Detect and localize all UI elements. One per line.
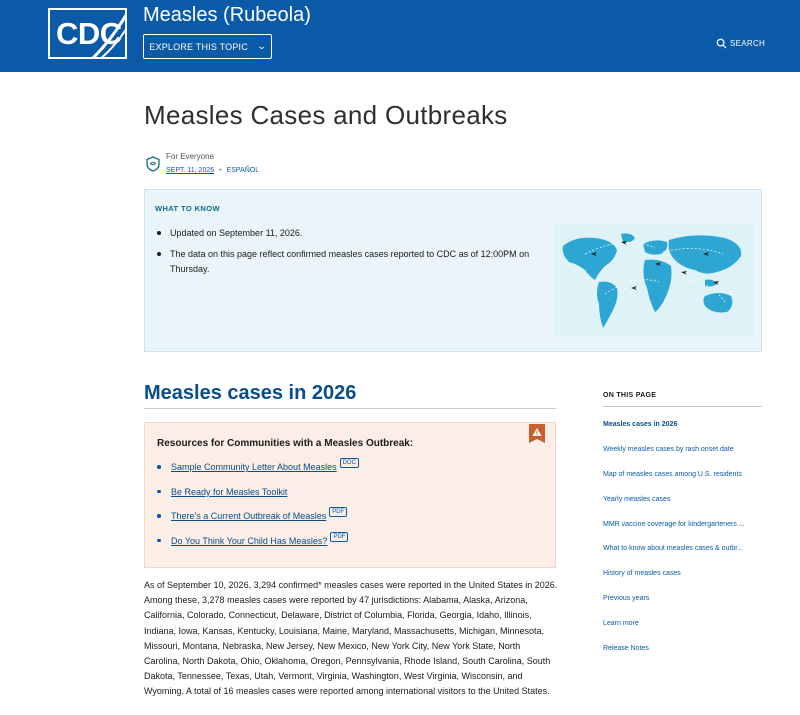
section-heading: Measles cases in 2026: [144, 382, 357, 404]
audience-label: For Everyone: [166, 152, 215, 161]
on-this-page-item[interactable]: Previous years: [603, 595, 650, 603]
list-item: [157, 480, 537, 505]
on-this-page-item[interactable]: Map of measles cases among U.S. residents: [603, 470, 742, 478]
language-link[interactable]: ESPAÑOL: [226, 167, 260, 174]
list-item: The data on this page reflect confirmed measles cases reported to CDC as of 12:00PM on Thursday.: [157, 247, 537, 277]
shield-icon: [146, 156, 160, 172]
explore-topic-button[interactable]: [143, 34, 272, 59]
page-title: Measles Cases and Outbreaks: [144, 100, 508, 130]
explore-topic-label: EXPLORE THIS TOPIC: [149, 41, 248, 52]
on-this-page-divider: [603, 406, 762, 407]
publish-date-link[interactable]: SEPT. 11, 2026: [166, 167, 215, 174]
on-this-page-nav: [603, 412, 763, 661]
section-divider: [144, 408, 556, 409]
cdc-logo[interactable]: [48, 8, 127, 59]
meta-separator: •: [219, 167, 222, 174]
what-to-know-list: [157, 226, 537, 283]
resource-link-current-outbreak[interactable]: There's a Current Outbreak of Measles: [171, 511, 327, 522]
on-this-page-title: ON THIS PAGE: [603, 392, 657, 399]
pdf-badge: PDF: [329, 507, 347, 517]
search-button[interactable]: [716, 38, 765, 49]
on-this-page-item[interactable]: MMR vaccine coverage for kindergarteners ...: [603, 520, 745, 528]
site-header: [0, 0, 800, 72]
resources-list: [157, 455, 537, 553]
on-this-page-item[interactable]: Yearly measles cases: [603, 495, 671, 503]
resource-link-community-letter[interactable]: Sample Community Letter About Measles: [171, 462, 337, 473]
warning-icon: [529, 424, 545, 443]
what-to-know-title: WHAT TO KNOW: [155, 204, 220, 213]
world-map-flights-illustration: [555, 224, 753, 337]
doc-badge: DOC: [340, 458, 359, 468]
on-this-page-item[interactable]: History of measles cases: [603, 570, 681, 578]
site-title[interactable]: Measles (Rubeola): [143, 4, 311, 26]
search-icon: [716, 38, 727, 49]
resources-box: [144, 422, 556, 568]
resource-link-child-measles[interactable]: Do You Think Your Child Has Measles?: [171, 535, 328, 546]
what-to-know-box: [144, 189, 762, 352]
on-this-page-item[interactable]: What to know about measles cases & outbr...: [603, 545, 744, 553]
on-this-page-item[interactable]: Learn more: [603, 620, 639, 628]
resources-title: Resources for Communities with a Measles Outbreak:: [157, 438, 414, 449]
on-this-page-item[interactable]: Measles cases in 2026: [603, 420, 678, 428]
list-item: [157, 529, 537, 554]
list-item: Updated on September 11, 2026.: [157, 226, 537, 241]
logo-text: CDC: [56, 16, 122, 51]
cases-summary-paragraph: As of September 10, 2026, 3,294 confirmed* measles cases were reported in the United States in 2026. Among these, 3,278 measles cases were reported by 47 jurisdictions: Alabama, Alaska, Arizona, California, Colorado, Connecticut, Delaware, District of Columbia, Florida, Georgia, Idaho, Illinois, Indiana, Iowa, Kansas, Kentucky, Louisiana, Maine, Maryland, Massachusetts, Michigan, Minnesota, Missouri, Montana, Nebraska, New Jersey, New Mexico, New York City, New York State, North Carolina, North Dakota, Ohio, Oklahoma, Oregon, Pennsylvania, Rhode Island, South Carolina, South Dakota, Tennessee, Texas, Utah, Vermont, Virginia, Washington, West Virginia, Wisconsin, and Wyoming. A total of 16 measles cases were reported among international visitors to the United States.: [144, 580, 558, 697]
search-label: SEARCH: [730, 39, 766, 48]
list-item: [157, 504, 537, 529]
on-this-page-item[interactable]: Weekly measles cases by rash onset date: [603, 445, 734, 453]
on-this-page-item[interactable]: Release Notes: [603, 644, 649, 652]
pdf-badge: PDF: [330, 532, 348, 542]
resource-link-toolkit[interactable]: Be Ready for Measles Toolkit: [171, 486, 288, 497]
audience-meta: [146, 152, 446, 182]
chevron-down-icon: ⌄: [256, 41, 268, 51]
meta-line: [166, 167, 259, 174]
list-item: [157, 455, 537, 480]
